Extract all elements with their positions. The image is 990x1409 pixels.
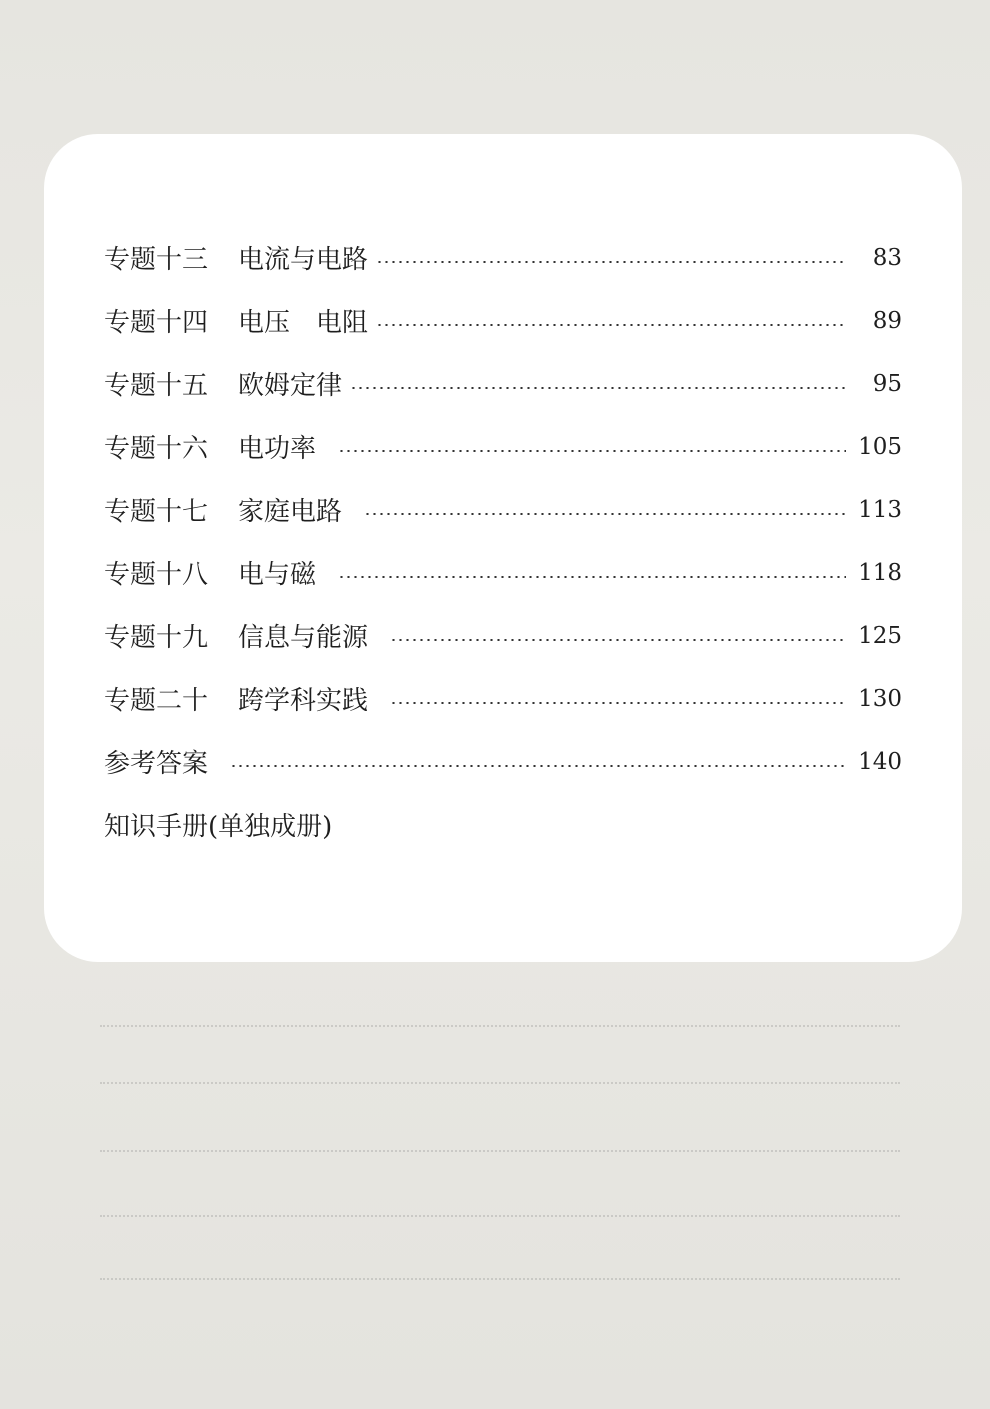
toc-entry-title: 家庭电路: [238, 497, 343, 527]
toc-page-number: 95: [872, 370, 902, 397]
toc-page-number: 83: [872, 244, 902, 271]
toc-page-number: 118: [858, 559, 902, 586]
dot-leader: [338, 576, 846, 578]
toc-entry[interactable]: [104, 478, 902, 541]
dot-leader: [376, 261, 846, 263]
toc-page-number: 89: [872, 307, 902, 334]
toc-entry-title: 电流与电路: [238, 245, 369, 275]
toc-entry[interactable]: [104, 226, 902, 289]
toc-entry[interactable]: [104, 352, 902, 415]
toc-page-number: 130: [858, 685, 902, 712]
toc-entry-title: 跨学科实践: [238, 686, 369, 716]
toc-entry[interactable]: [104, 415, 902, 478]
toc-topic-number: 专题十七: [104, 497, 209, 527]
toc-entry-title: 信息与能源: [238, 623, 369, 653]
toc-entry-title: 参考答案: [104, 749, 209, 779]
toc-entry[interactable]: [104, 604, 902, 667]
toc-topic-number: 专题十六: [104, 434, 209, 464]
toc-entry-title: 电与磁: [238, 560, 317, 590]
toc-page-number: 140: [858, 748, 902, 775]
toc-entry-title: 电压 电阻: [238, 308, 369, 338]
dot-leader: [350, 387, 846, 389]
toc-page-number: 125: [858, 622, 902, 649]
toc-entry-title: 欧姆定律: [238, 371, 343, 401]
toc-entry[interactable]: [104, 667, 902, 730]
dot-leader: [230, 765, 846, 767]
toc-entry[interactable]: [104, 289, 902, 352]
toc-entry-title: 电功率: [238, 434, 317, 464]
toc-topic-number: 专题十三: [104, 245, 209, 275]
toc-topic-number: 专题二十: [104, 686, 209, 716]
toc-topic-number: 专题十五: [104, 371, 209, 401]
toc-entry-answers[interactable]: [104, 730, 902, 793]
toc-page-number: 105: [858, 433, 902, 460]
dot-leader: [390, 702, 846, 704]
toc-entry[interactable]: [104, 541, 902, 604]
toc-page-number: 113: [858, 496, 902, 523]
toc-topic-number: 专题十四: [104, 308, 209, 338]
dot-leader: [338, 450, 846, 452]
dot-leader: [364, 513, 846, 515]
toc-entry-title: 知识手册(单独成册): [104, 812, 333, 842]
toc-topic-number: 专题十九: [104, 623, 209, 653]
toc-entry-handbook[interactable]: [104, 793, 902, 856]
toc-topic-number: 专题十八: [104, 560, 209, 590]
table-of-contents: [104, 226, 902, 856]
dot-leader: [376, 324, 846, 326]
dot-leader: [390, 639, 846, 641]
